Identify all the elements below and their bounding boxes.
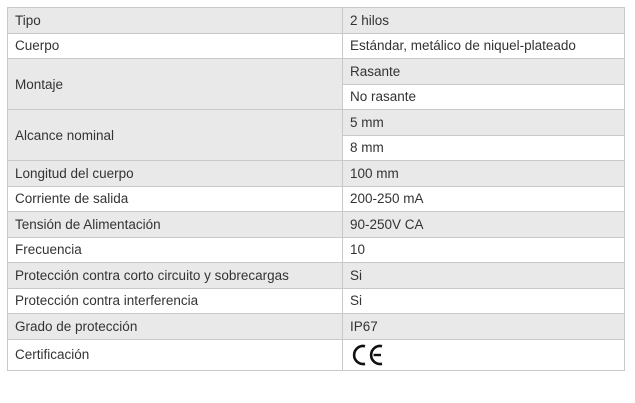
row-value: Si <box>343 288 625 314</box>
row-value: IP67 <box>343 314 625 340</box>
table-row <box>8 339 625 370</box>
row-value: 2 hilos <box>343 8 625 34</box>
row-label: Tipo <box>8 8 343 34</box>
row-label: Tensión de Alimentación <box>8 212 343 238</box>
row-label: Certificación <box>8 339 343 370</box>
row-value: 10 <box>343 237 625 263</box>
spec-table-container <box>7 7 625 371</box>
table-row <box>8 33 625 59</box>
row-label: Longitud del cuerpo <box>8 161 343 187</box>
row-value: No rasante <box>343 84 625 110</box>
row-label: Alcance nominal <box>8 110 343 161</box>
table-row <box>8 186 625 212</box>
row-value: Si <box>343 263 625 289</box>
table-row <box>8 161 625 187</box>
table-row <box>8 212 625 238</box>
row-label: Corriente de salida <box>8 186 343 212</box>
table-row <box>8 263 625 289</box>
row-label: Protección contra corto circuito y sobrecargas <box>8 263 343 289</box>
row-value: Estándar, metálico de niquel-plateado <box>343 33 625 59</box>
row-value: Rasante <box>343 59 625 85</box>
row-value <box>343 339 625 370</box>
table-row <box>8 237 625 263</box>
table-row <box>8 314 625 340</box>
row-value: 200-250 mA <box>343 186 625 212</box>
row-value: 8 mm <box>343 135 625 161</box>
table-row <box>8 288 625 314</box>
table-row <box>8 59 625 85</box>
row-label: Protección contra interferencia <box>8 288 343 314</box>
table-row <box>8 110 625 136</box>
row-label: Cuerpo <box>8 33 343 59</box>
row-value: 90-250V CA <box>343 212 625 238</box>
row-label: Montaje <box>8 59 343 110</box>
row-label: Grado de protección <box>8 314 343 340</box>
ce-mark-icon <box>350 343 386 367</box>
row-label: Frecuencia <box>8 237 343 263</box>
row-value: 5 mm <box>343 110 625 136</box>
spec-table <box>7 7 625 371</box>
row-value: 100 mm <box>343 161 625 187</box>
table-row <box>8 8 625 34</box>
